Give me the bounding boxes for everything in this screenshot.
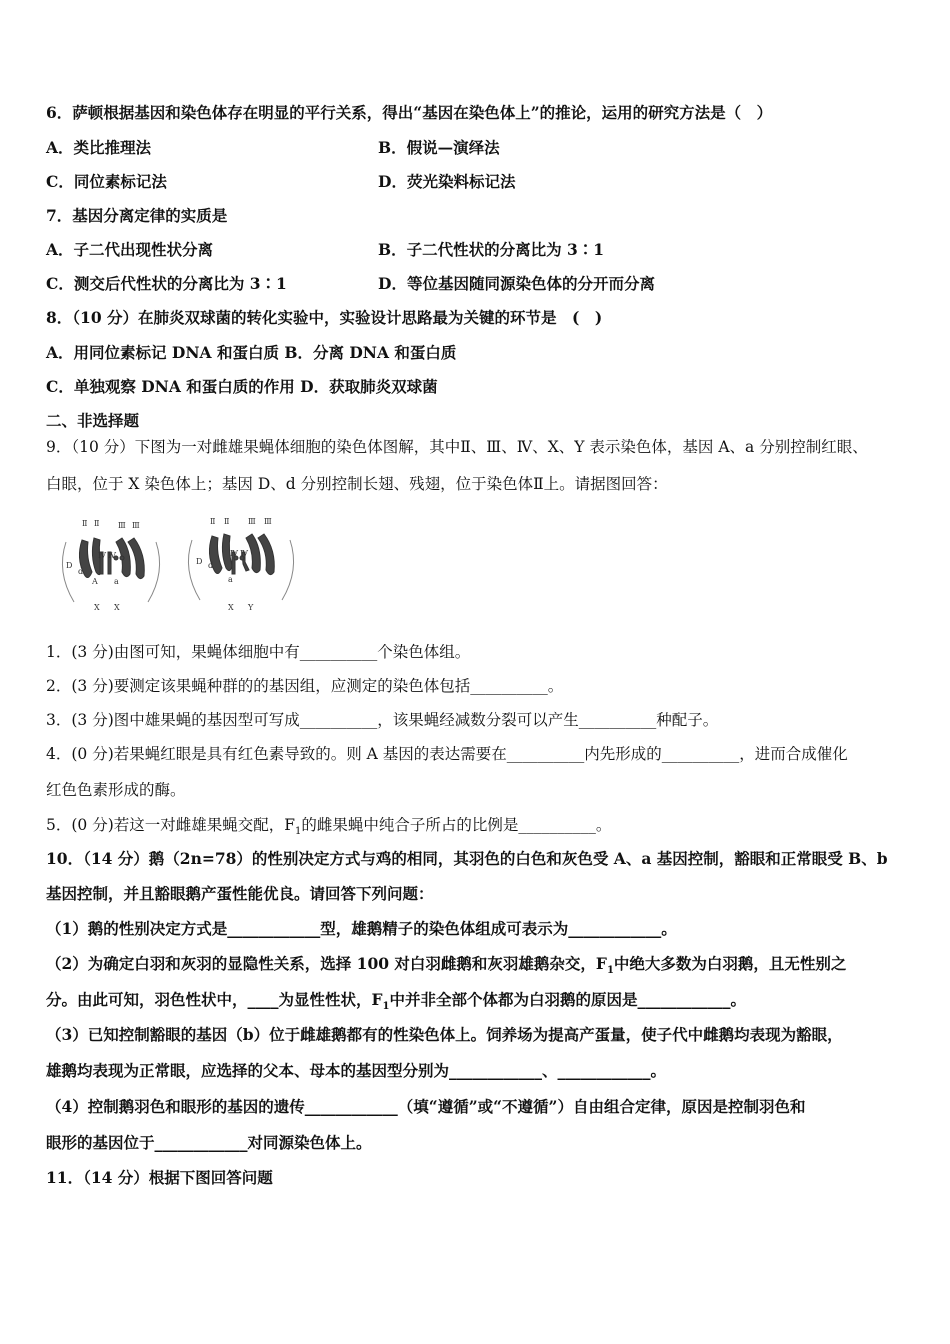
q6-option-a: A．类比推理法	[46, 138, 152, 157]
q9-sub5-text-a: 5．(0 分)若这一对雌雄果蝇交配，F	[46, 816, 296, 834]
female-cell-outline-left	[62, 542, 74, 602]
q10-part2-line2-text-b: 中并非全部个体都为白羽鹅的原因是____________。	[389, 990, 746, 1009]
q9-stem-line1: 9．（10 分）下图为一对雌雄果蝇体细胞的染色体图解，其中Ⅱ、Ⅲ、Ⅳ、X、Y 表示染色体，基因 A、a 分别控制红眼、	[46, 438, 868, 456]
female-label-iii-1: Ⅲ	[118, 521, 126, 530]
chromosome-figure	[52, 512, 312, 612]
female-label-a-upper: A	[92, 577, 98, 586]
male-cell-outline-left	[188, 540, 203, 600]
female-label-x-2: X	[114, 603, 120, 612]
q6-option-c: C．同位素标记法	[46, 172, 167, 191]
q9-sub4-line1: 4．(0 分)若果蝇红眼是具有红色素导致的。则 A 基因的表达需要在__________内先形成的__________，进而合成催化	[46, 745, 848, 763]
q9-sub4-line2: 红色色素形成的酶。	[46, 781, 186, 799]
male-cell-outline-right	[282, 540, 294, 600]
female-label-iv-2: Ⅳ	[108, 551, 116, 560]
q10-part1: （1）鹅的性别决定方式是____________型，雄鹅精子的染色体组成可表示为____________。	[46, 919, 677, 938]
female-chromosome-iv-right	[120, 556, 124, 560]
q10-part2-line2-subscript: 1	[382, 1001, 390, 1013]
female-label-ii-2: Ⅱ	[94, 519, 100, 528]
section-title: 二、非选择题	[46, 411, 140, 430]
q11-stem: 11．（14 分）根据下图回答问题	[46, 1168, 273, 1187]
female-label-iv-1: Ⅳ	[98, 551, 106, 560]
q10-part3-line2: 雄鹅均表现为正常眼，应选择的父本、母本的基因型分别为____________、____________。	[46, 1061, 667, 1080]
q7-stem: 7．基因分离定律的实质是	[46, 206, 228, 225]
q6-option-b: B．假说—演绎法	[378, 138, 500, 157]
q7-option-c: C．测交后代性状的分离比为 3∶1	[46, 274, 287, 293]
q6-option-d: D．荧光染料标记法	[378, 172, 516, 191]
q10-part2-line2-text-a: 分。由此可知，羽色性状中，____为显性性状，F	[46, 990, 383, 1009]
female-label-d-small: d	[78, 567, 84, 576]
q9-sub2: 2．(3 分)要测定该果蝇种群的的基因组，应测定的染色体包括__________。	[46, 677, 564, 695]
male-label-ii-2: Ⅱ	[224, 517, 230, 526]
q10-part2-line1	[46, 952, 846, 976]
male-label-iii-1: Ⅲ	[248, 517, 256, 526]
male-label-d: D	[196, 557, 203, 566]
q10-part2-text-a: （2）为确定白羽和灰羽的显隐性关系，选择 100 对白羽雌鹅和灰羽雄鹅杂交，F	[46, 954, 607, 973]
q6-stem: 6．萨顿根据基因和染色体存在明显的平行关系，得出“基因在染色体上”的推论，运用的研究方法是（ ）	[46, 103, 773, 122]
male-label-d-small: d	[208, 561, 214, 570]
q10-part2-line2	[46, 988, 746, 1012]
q7-option-b: B．子二代性状的分离比为 3∶1	[378, 240, 605, 259]
female-label-a-lower: a	[114, 577, 119, 586]
male-label-y: Y	[248, 603, 254, 612]
q9-sub5-subscript: 1	[295, 826, 302, 838]
q9-sub5-text-b: 的雌果蝇中纯合子所占的比例是__________。	[301, 816, 612, 834]
q9-sub3: 3．(3 分)图中雄果蝇的基因型可写成__________，该果蝇经减数分裂可以产生__________种配子。	[46, 711, 719, 729]
q8-options-cd: C．单独观察 DNA 和蛋白质的作用 D．获取肺炎双球菌	[46, 377, 438, 396]
q10-part4-line2: 眼形的基因位于____________对同源染色体上。	[46, 1133, 372, 1152]
male-label-iv-1: Ⅳ	[230, 549, 238, 558]
q10-line2: 基因控制，并且豁眼鹅产蛋性能优良。请回答下列问题：	[46, 884, 434, 903]
q10-part3-line1: （3）已知控制豁眼的基因（b）位于雌雄鹅都有的性染色体上。饲养场为提高产蛋量，使子代中雌鹅均表现为豁眼，	[46, 1025, 843, 1044]
q10-part4-line1: （4）控制鹅羽色和眼形的基因的遗传____________（填“遵循”或“不遵循”）自由组合定律，原因是控制羽色和	[46, 1097, 806, 1116]
q8-stem: 8．（10 分）在肺炎双球菌的转化实验中，实验设计思路最为关键的环节是 ( )	[46, 308, 603, 327]
q9-stem-line2: 白眼，位于 X 染色体上；基因 D、d 分别控制长翅、残翅，位于染色体Ⅱ上。请据图回答：	[46, 475, 668, 493]
male-label-x: X	[228, 603, 234, 612]
female-cell-outline-right	[148, 542, 160, 602]
q10-part2-text-b: 中绝大多数为白羽鹅，且无性别之	[613, 954, 847, 973]
q10-part2-subscript: 1	[606, 965, 614, 977]
q7-option-a: A．子二代出现性状分离	[46, 240, 214, 259]
female-label-d: D	[66, 561, 73, 570]
q8-options-ab: A．用同位素标记 DNA 和蛋白质 B．分离 DNA 和蛋白质	[46, 343, 457, 362]
male-label-a: a	[228, 575, 233, 584]
female-label-ii-1: Ⅱ	[82, 519, 88, 528]
female-label-iii-2: Ⅲ	[132, 521, 140, 530]
male-label-iv-2: Ⅳ	[240, 549, 248, 558]
q10-line1: 10．（14 分）鹅（2n=78）的性别决定方式与鸡的相同，其羽色的白色和灰色受 A、a 基因控制，豁眼和正常眼受 B、b	[46, 849, 888, 868]
male-chromosome-iii-left	[246, 534, 260, 573]
male-label-iii-2: Ⅲ	[264, 517, 272, 526]
q9-sub5	[46, 813, 611, 837]
male-label-ii-1: Ⅱ	[210, 517, 216, 526]
q9-sub1: 1．(3 分)由图可知，果蝇体细胞中有__________个染色体组。	[46, 643, 471, 661]
q7-option-d: D．等位基因随同源染色体的分开而分离	[378, 274, 655, 293]
female-label-x-1: X	[94, 603, 100, 612]
